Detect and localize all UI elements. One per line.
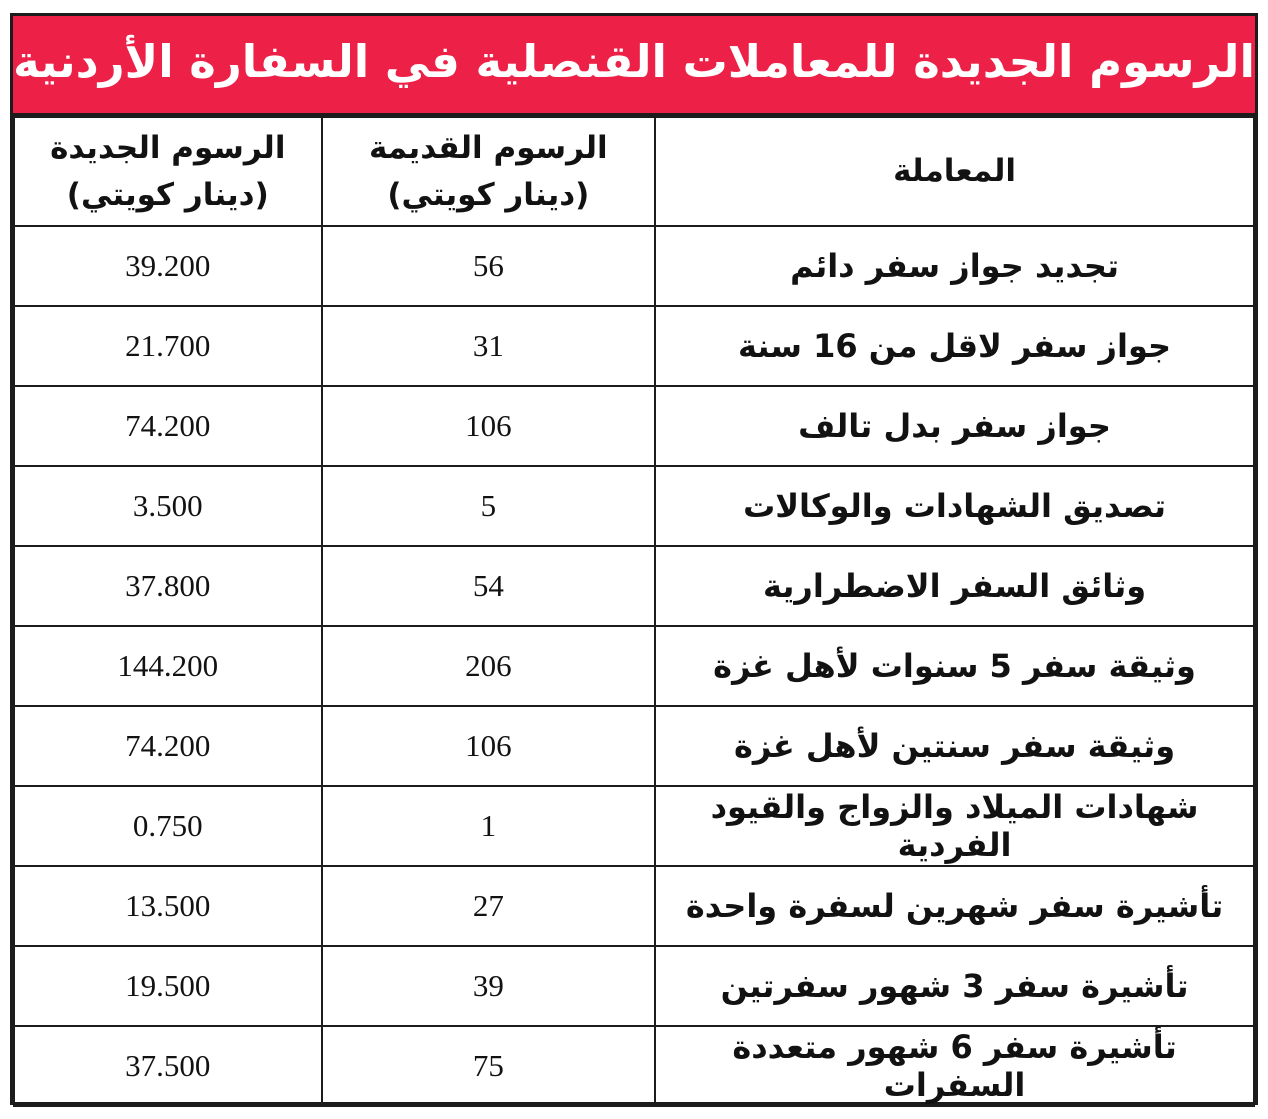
transaction-cell: وثيقة سفر سنتين لأهل غزة [655, 706, 1254, 786]
new-fee-cell: 3.500 [14, 466, 322, 546]
old-fees-header-currency: (دينار كويتي) [387, 176, 590, 213]
old-fee-cell: 206 [322, 626, 656, 706]
new-fee-cell: 19.500 [14, 946, 322, 1026]
transaction-cell: وثيقة سفر 5 سنوات لأهل غزة [655, 626, 1254, 706]
new-fee-cell: 13.500 [14, 866, 322, 946]
old-fee-cell: 1 [322, 786, 656, 866]
new-fee-cell: 39.200 [14, 226, 322, 306]
col-header-transaction [655, 117, 1254, 226]
table-row [14, 466, 1254, 546]
transaction-cell: تأشيرة سفر شهرين لسفرة واحدة [655, 866, 1254, 946]
transaction-cell: جواز سفر لاقل من 16 سنة [655, 306, 1254, 386]
old-fee-cell: 27 [322, 866, 656, 946]
page-title: الرسوم الجديدة للمعاملات القنصلية في السفارة الأردنية [13, 35, 1255, 88]
new-fee-cell: 0.750 [14, 786, 322, 866]
old-fee-cell: 56 [322, 226, 656, 306]
new-fee-cell: 37.500 [14, 1026, 322, 1106]
fees-table [13, 116, 1255, 1107]
old-fee-cell: 39 [322, 946, 656, 1026]
title-banner [13, 16, 1255, 116]
table-row [14, 946, 1254, 1026]
table-row [14, 306, 1254, 386]
old-fee-cell: 106 [322, 386, 656, 466]
old-fee-cell: 5 [322, 466, 656, 546]
transaction-cell: جواز سفر بدل تالف [655, 386, 1254, 466]
transaction-cell: تأشيرة سفر 6 شهور متعددة السفرات [655, 1026, 1254, 1106]
col-header-new-fees [14, 117, 322, 226]
table-row [14, 1026, 1254, 1106]
old-fee-cell: 31 [322, 306, 656, 386]
old-fee-cell: 106 [322, 706, 656, 786]
new-fee-cell: 144.200 [14, 626, 322, 706]
col-header-old-fees [322, 117, 656, 226]
table-row [14, 626, 1254, 706]
header-row [14, 117, 1254, 226]
transaction-cell: شهادات الميلاد والزواج والقيود الفردية [655, 786, 1254, 866]
transaction-cell: تجديد جواز سفر دائم [655, 226, 1254, 306]
transaction-cell: تصديق الشهادات والوكالات [655, 466, 1254, 546]
table-row [14, 706, 1254, 786]
table-sheet [10, 13, 1258, 1105]
table-row [14, 786, 1254, 866]
new-fee-cell: 21.700 [14, 306, 322, 386]
old-fee-cell: 75 [322, 1026, 656, 1106]
new-fee-cell: 37.800 [14, 546, 322, 626]
transaction-header-label: المعاملة [893, 153, 1016, 190]
new-fees-header-label: الرسوم الجديدة [50, 130, 286, 166]
table-row [14, 866, 1254, 946]
new-fee-cell: 74.200 [14, 386, 322, 466]
new-fees-header-currency: (دينار كويتي) [66, 176, 269, 213]
table-row [14, 386, 1254, 466]
table-row [14, 546, 1254, 626]
new-fee-cell: 74.200 [14, 706, 322, 786]
old-fees-header-label: الرسوم القديمة [368, 130, 608, 166]
table-row [14, 226, 1254, 306]
transaction-cell: وثائق السفر الاضطرارية [655, 546, 1254, 626]
old-fee-cell: 54 [322, 546, 656, 626]
transaction-cell: تأشيرة سفر 3 شهور سفرتين [655, 946, 1254, 1026]
